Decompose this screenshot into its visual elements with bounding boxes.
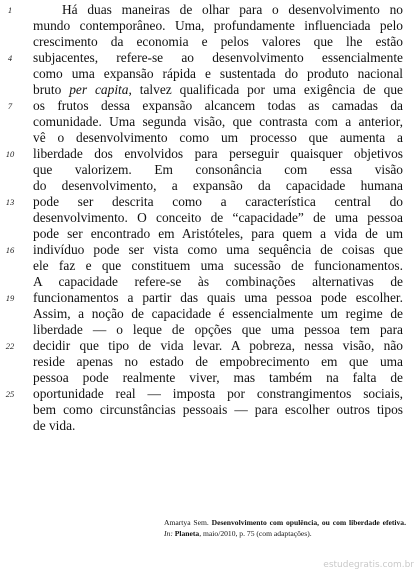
line-text bbox=[33, 338, 403, 354]
text-line bbox=[0, 18, 420, 34]
text-run: Assim, a noção de capacidade é essencialmente um regime de bbox=[33, 306, 403, 321]
text-line bbox=[0, 82, 420, 98]
line-number: 7 bbox=[7, 101, 13, 111]
line-text bbox=[33, 82, 403, 98]
line-text bbox=[33, 290, 403, 306]
line-text bbox=[33, 386, 403, 402]
line-text bbox=[33, 130, 403, 146]
text-run: oportunidade real — imposta por constrangimentos sociais, bbox=[33, 386, 403, 401]
text-run: A capacidade refere-se às combinações alternativas de bbox=[33, 274, 403, 289]
text-line bbox=[0, 418, 420, 434]
watermark: estudegratis.com.br bbox=[323, 560, 414, 570]
line-text bbox=[33, 242, 403, 258]
text-line bbox=[0, 306, 420, 322]
text-line bbox=[0, 178, 420, 194]
text-run: vê o desenvolvimento como um processo que aumenta a bbox=[33, 130, 403, 145]
text-run: de vida. bbox=[33, 418, 76, 433]
text-run: comunidade. Uma segunda visão, que contrasta com a anterior, bbox=[33, 114, 403, 129]
line-number: 19 bbox=[5, 293, 15, 303]
line-number: 10 bbox=[5, 149, 15, 159]
text-run: bem como circunstâncias pessoais — para escolher outros tipos bbox=[33, 402, 403, 417]
line-text bbox=[33, 66, 403, 82]
line-text bbox=[33, 98, 403, 114]
line-text bbox=[33, 322, 403, 338]
text-line bbox=[0, 98, 420, 114]
line-text bbox=[33, 194, 403, 210]
line-text bbox=[33, 370, 403, 386]
text-run: pode ser encontrado em Aristóteles, para quem a vida de um bbox=[33, 226, 403, 241]
line-number: 13 bbox=[5, 197, 15, 207]
line-text bbox=[33, 178, 403, 194]
text-line bbox=[0, 226, 420, 242]
citation-details: , maio/2010, p. 75 (com adaptações). bbox=[199, 528, 312, 538]
line-text bbox=[33, 306, 403, 322]
text-run: reside apenas no estado de empobrecimento em que uma bbox=[33, 354, 403, 369]
text-run: desenvolvimento. O conceito de “capacidade” de uma pessoa bbox=[33, 210, 403, 225]
line-text bbox=[33, 354, 403, 370]
text-line bbox=[0, 210, 420, 226]
text-line bbox=[0, 50, 420, 66]
text-line bbox=[0, 258, 420, 274]
text-run: liberdade dos envolvidos para perseguir quaisquer objetivos bbox=[33, 146, 403, 161]
text-run: crescimento da economia e pelos valores que lhe estão bbox=[33, 34, 403, 49]
text-run: decidir que tipo de vida levar. A pobreza, nessa visão, não bbox=[33, 338, 403, 353]
line-text bbox=[33, 50, 403, 66]
citation bbox=[164, 518, 406, 539]
line-number: 25 bbox=[5, 389, 15, 399]
line-text bbox=[33, 274, 403, 290]
text-line bbox=[0, 34, 420, 50]
line-text bbox=[33, 418, 403, 434]
text-line bbox=[0, 402, 420, 418]
line-number: 4 bbox=[7, 53, 13, 63]
text-run: liberdade — o leque de opções que uma pessoa tem para bbox=[33, 322, 403, 337]
text-line bbox=[0, 338, 420, 354]
text-line bbox=[0, 114, 420, 130]
text-run: indivíduo pode ser vista como uma sequência de coisas que bbox=[33, 242, 403, 257]
citation-source: Planeta bbox=[174, 528, 200, 538]
text-line bbox=[0, 146, 420, 162]
text-run: Há duas maneiras de olhar para o desenvolvimento no bbox=[62, 2, 403, 17]
text-run: pessoa pode realmente viver, mas também na falta de bbox=[33, 370, 403, 385]
text-line bbox=[0, 242, 420, 258]
text-line bbox=[0, 274, 420, 290]
text-line bbox=[0, 386, 420, 402]
text-run: bruto bbox=[33, 82, 70, 97]
text-run: , talvez qualificada por uma exigência de que bbox=[128, 82, 403, 97]
text-run: pode ser descrita como a característica central do bbox=[33, 194, 403, 209]
text-line bbox=[0, 370, 420, 386]
italic-term: per capita bbox=[69, 82, 129, 97]
text-run: mundo contemporâneo. Uma, profundamente influenciada pelo bbox=[33, 18, 403, 33]
text-line bbox=[0, 66, 420, 82]
line-text bbox=[33, 18, 403, 34]
line-text bbox=[33, 402, 403, 418]
line-text bbox=[33, 114, 403, 130]
line-number: 16 bbox=[5, 245, 15, 255]
text-line bbox=[0, 290, 420, 306]
citation-title: Desenvolvimento com opulência, ou com liberdade efetiva. bbox=[211, 518, 406, 527]
text-line bbox=[0, 194, 420, 210]
text-run: que valorizem. Em consonância com essa visão bbox=[33, 162, 403, 177]
text-run: do desenvolvimento, a expansão da capacidade humana bbox=[33, 178, 403, 193]
citation-author: Amartya Sem. bbox=[164, 518, 209, 527]
text-run: ele faz e que constituem uma sucessão de funcionamentos. bbox=[33, 258, 403, 273]
text-run: funcionamentos a partir das quais uma pessoa pode escolher. bbox=[33, 290, 403, 305]
line-text bbox=[33, 162, 403, 178]
text-line bbox=[0, 354, 420, 370]
text-line bbox=[0, 162, 420, 178]
line-text bbox=[62, 2, 403, 18]
text-line bbox=[0, 130, 420, 146]
line-number: 1 bbox=[7, 5, 13, 15]
text-run: os frutos dessa expansão alcancem todas as camadas da bbox=[33, 98, 403, 113]
line-text bbox=[33, 210, 403, 226]
line-text bbox=[33, 34, 403, 50]
line-text bbox=[33, 226, 403, 242]
text-run: subjacentes, refere-se ao desenvolvimento essencialmente bbox=[33, 50, 403, 65]
line-text bbox=[33, 258, 403, 274]
line-number: 22 bbox=[5, 341, 15, 351]
line-text bbox=[33, 146, 403, 162]
text-line bbox=[0, 2, 420, 18]
text-run: como uma expansão rápida e sustentada do produto nacional bbox=[33, 66, 403, 81]
citation-in-label: In: bbox=[164, 528, 173, 538]
text-line bbox=[0, 322, 420, 338]
